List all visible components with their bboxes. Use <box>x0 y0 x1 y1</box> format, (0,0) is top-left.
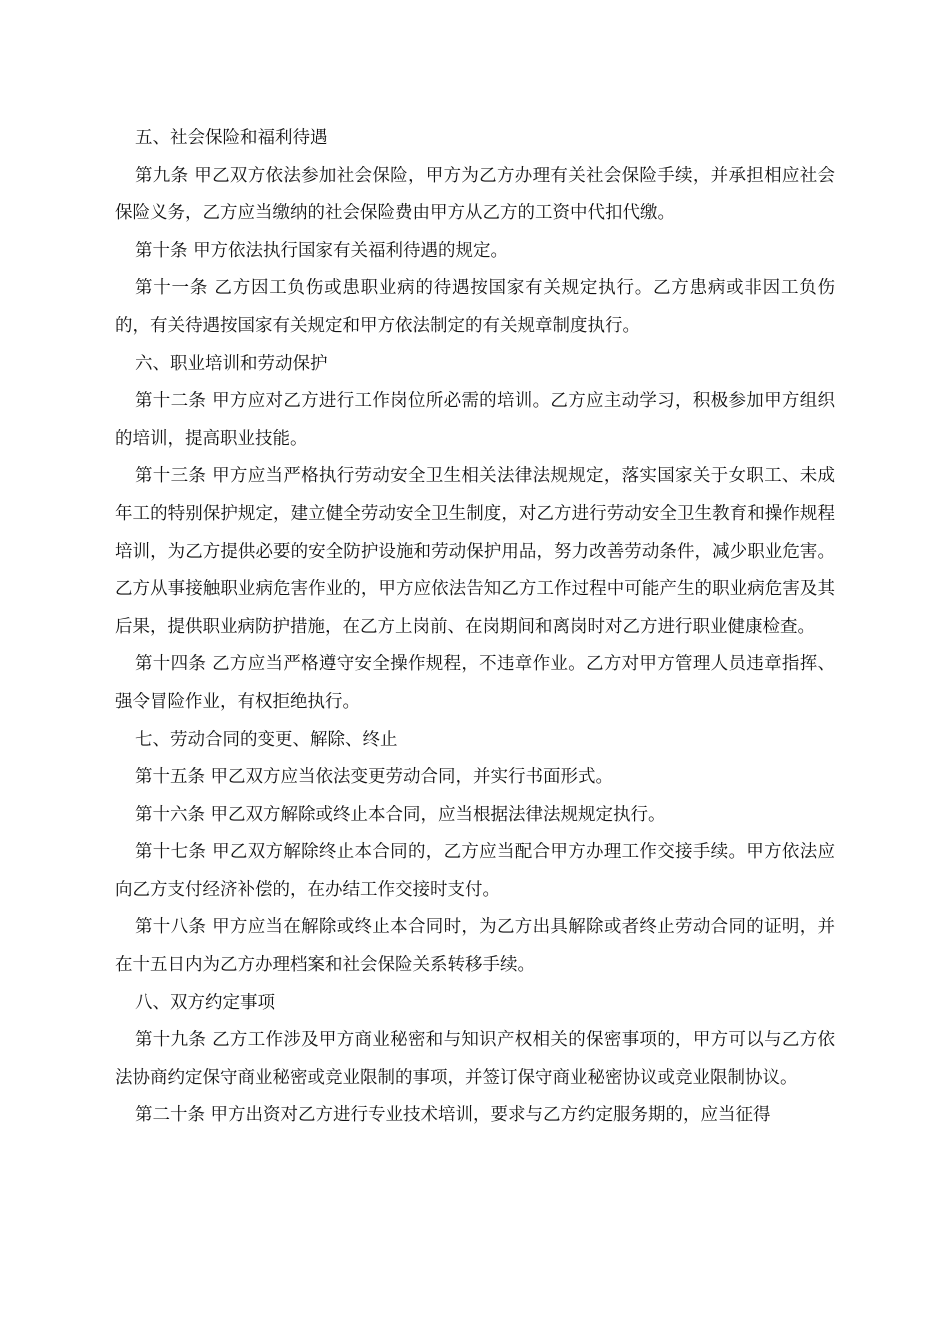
article-15: 第十五条 甲乙双方应当依法变更劳动合同，并实行书面形式。 <box>135 767 614 788</box>
article-16: 第十六条 甲乙双方解除或终止本合同，应当根据法律法规规定执行。 <box>135 804 666 825</box>
article-19: 第十九条 乙方工作涉及甲方商业秘密和与知识产权相关的保密事项的，甲方可以与乙方依法协商约定保守商业秘密或竞业限制的事项，并签订保守商业秘密协议或竞业限制协议。 <box>115 1030 835 1088</box>
article-10: 第十条 甲方依法执行国家有关福利待遇的规定。 <box>135 240 509 261</box>
section-heading-agreed-matters: 八、双方约定事项 <box>135 992 275 1013</box>
article-14: 第十四条 乙方应当严格遵守安全操作规程，不违章作业。乙方对甲方管理人员违章指挥、强令冒险作业，有权拒绝执行。 <box>115 654 835 712</box>
article-12: 第十二条 甲方应对乙方进行工作岗位所必需的培训。乙方应主动学习，积极参加甲方组织的培训，提高职业技能。 <box>115 391 835 449</box>
document-body <box>115 120 835 1135</box>
article-18: 第十八条 甲方应当在解除或终止本合同时，为乙方出具解除或者终止劳动合同的证明，并在十五日内为乙方办理档案和社会保险关系转移手续。 <box>115 917 835 976</box>
article-17: 第十七条 甲乙双方解除终止本合同的，乙方应当配合甲方办理工作交接手续。甲方依法应向乙方支付经济补偿的，在办结工作交接时支付。 <box>115 842 835 900</box>
article-20: 第二十条 甲方出资对乙方进行专业技术培训，要求与乙方约定服务期的，应当征得 <box>135 1105 771 1126</box>
article-9: 第九条 甲乙双方依法参加社会保险，甲方为乙方办理有关社会保险手续，并承担相应社会保险义务，乙方应当缴纳的社会保险费由甲方从乙方的工资中代扣代缴。 <box>115 165 835 224</box>
section-heading-social-insurance: 五、社会保险和福利待遇 <box>135 128 328 148</box>
article-11: 第十一条 乙方因工负伤或患职业病的待遇按国家有关规定执行。乙方患病或非因工负伤的，有关待遇按国家有关规定和甲方依法制定的有关规章制度执行。 <box>115 278 835 336</box>
article-13: 第十三条 甲方应当严格执行劳动安全卫生相关法律法规规定，落实国家关于女职工、未成年工的特别保护规定，建立健全劳动安全卫生制度，对乙方进行劳动安全卫生教育和操作规程培训，为乙方提供必要的安全防护设施和劳动保护用品，努力改善劳动条件，减少职业危害。乙方从事接触职业病危害作业的，甲方应依法告知乙方工作过程中可能产生的职业病危害及其后果，提供职业病防护措施，在乙方上岗前、在岗期间和离岗时对乙方进行职业健康检查。 <box>115 466 835 637</box>
section-heading-contract-changes: 七、劳动合同的变更、解除、终止 <box>135 729 398 750</box>
section-heading-training-protection: 六、职业培训和劳动保护 <box>135 353 328 374</box>
